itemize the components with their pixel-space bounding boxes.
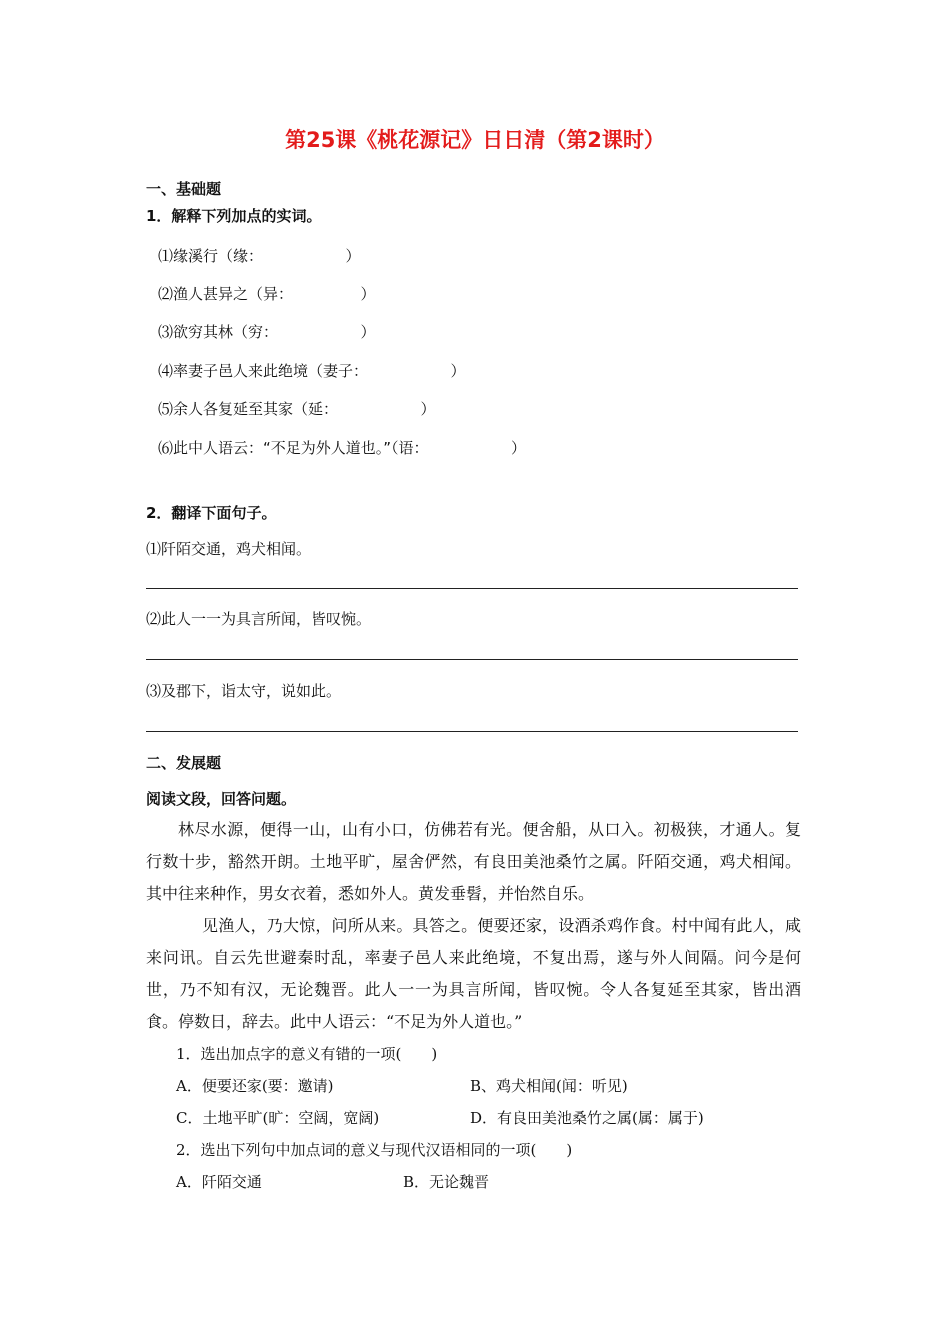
passage-paragraph: 林尽水源，便得一山，山有小口，仿佛若有光。便舍船，从口入。初极狭，才通人。复行数十步，豁然开朗。土地平旷，屋舍俨然，有良田美池桑竹之属。阡陌交通，鸡犬相闻。其中往来种作，男女衣着，悉如外人。黄发垂髫，并怡然自乐。 (146, 820, 801, 903)
q1-item: ⑸余人各复延至其家（延： ） (158, 400, 436, 418)
q1-item: ⑷率妻子邑人来此绝境（妻子： ） (158, 362, 466, 380)
q1-item: ⑹此中人语云：“不足为外人道也。”（语： ） (158, 439, 527, 457)
answer-line (146, 659, 798, 660)
option: C．土地平旷(旷：空阔，宽阔) (176, 1109, 380, 1127)
translate-sentence: ⑶及郡下，诣太守，说如此。 (146, 682, 342, 700)
passage-paragraph: 见渔人，乃大惊，问所从来。具答之。便要还家，设酒杀鸡作食。村中闻有此人，咸来问讯。自云先世避秦时乱，率妻子邑人来此绝境，不复出焉，遂与外人间隔。问今是何世，乃不知有汉，无论魏晋。此人一一为具言所闻，皆叹惋。令人各复延至其家，皆出酒食。停数日，辞去。此中人语云：“不足为外人道也。” (146, 916, 801, 1031)
q1-item: ⑵渔人甚异之（异： ） (158, 285, 376, 303)
option: A．阡陌交通 (176, 1173, 262, 1191)
page-title: 第25课《桃花源记》日日清（第2课时） (285, 128, 665, 152)
q2-heading: 2．翻译下面句子。 (146, 504, 277, 522)
answer-line (146, 731, 798, 732)
translate-sentence: ⑴阡陌交通，鸡犬相闻。 (146, 540, 312, 558)
part2-heading: 二、发展题 (146, 754, 222, 772)
q1-item: ⑴缘溪行（缘： ） (158, 247, 361, 265)
option: B、鸡犬相闻(闻：听见) (470, 1077, 628, 1095)
question-stem: 1．选出加点字的意义有错的一项( ) (176, 1045, 438, 1063)
option: D．有良田美池桑竹之属(属：属于) (470, 1109, 704, 1127)
answer-line (146, 588, 798, 589)
option: B．无论魏晋 (403, 1173, 490, 1191)
q1-item: ⑶欲穷其林（穷： ） (158, 323, 376, 341)
option: A．便要还家(要：邀请) (176, 1077, 334, 1095)
q1-heading: 1．解释下列加点的实词。 (146, 207, 322, 225)
reading-instruction: 阅读文段，回答问题。 (146, 790, 297, 808)
part1-heading: 一、基础题 (146, 180, 222, 198)
question-stem: 2．选出下列句中加点词的意义与现代汉语相同的一项( ) (176, 1141, 573, 1159)
translate-sentence: ⑵此人一一为具言所闻，皆叹惋。 (146, 610, 372, 628)
